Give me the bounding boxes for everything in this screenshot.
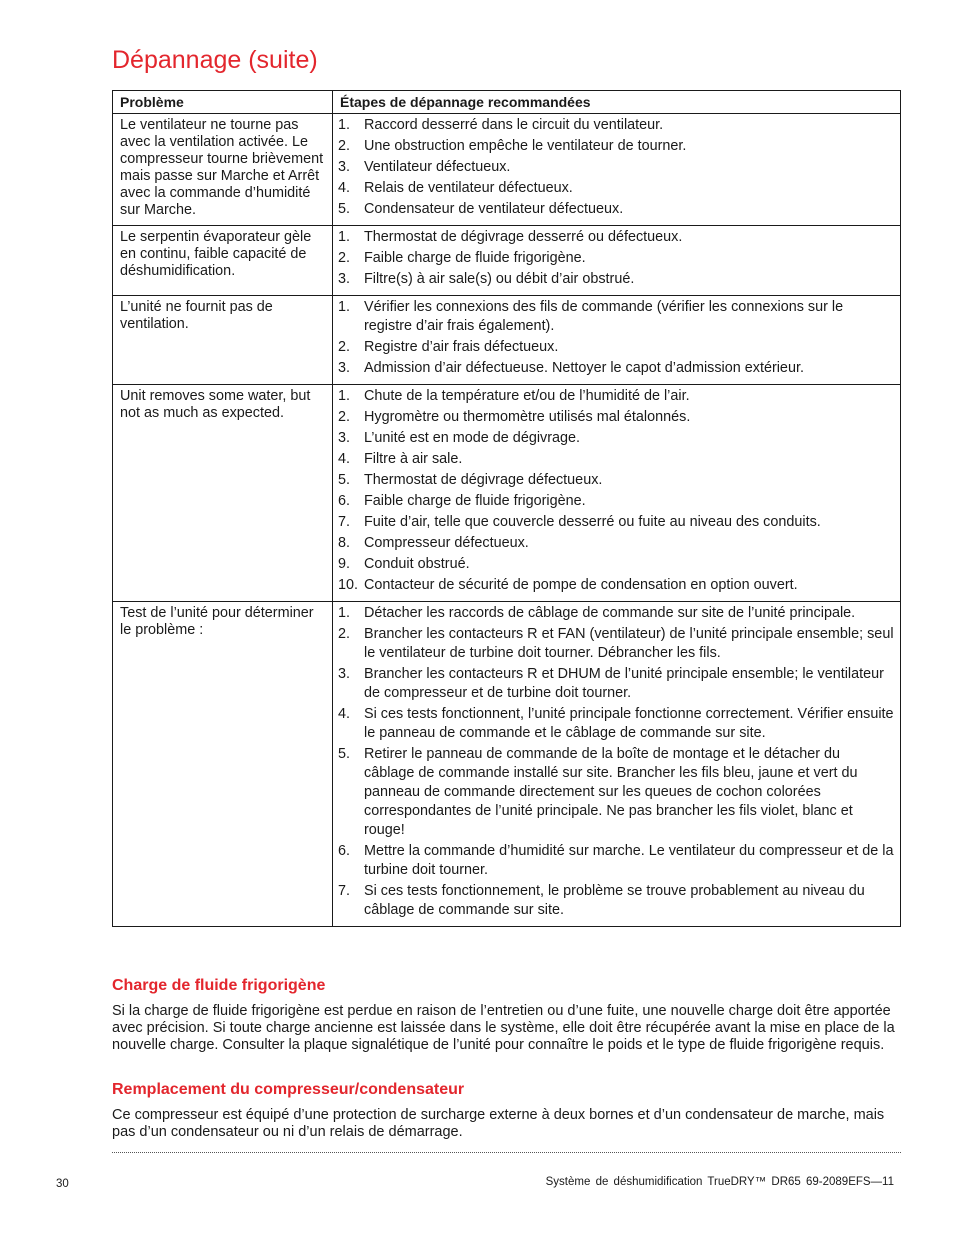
step-text: Thermostat de dégivrage défectueux.: [364, 472, 603, 488]
section-heading-compressor: Remplacement du compresseur/condensateur: [112, 1081, 465, 1098]
paragraph-compressor: Ce compresseur est équipé d’une protection de surcharge externe à deux bornes et d’un condensateur de marche, mais pas d’un condensateur ou ni d’un relais de démarrage.: [112, 1107, 885, 1140]
step-text: Retirer le panneau de commande de la boîte de montage et le détacher du câblage de commande installé sur site. Brancher les fils bleu, jaune et vert du panneau de commande directement sur les queues de cochon colorées correspondantes de l’unité principale. Ne pas brancher les fils violet, blanc et rouge!: [364, 746, 858, 838]
step-item: [338, 450, 894, 469]
table-row: [113, 226, 901, 296]
step-text: Vérifier les connexions des fils de commande (vérifier les connexions sur le registre d’air frais également).: [364, 299, 844, 334]
step-number: 2.: [338, 339, 351, 355]
step-item: [338, 338, 894, 357]
step-number: 5.: [338, 746, 351, 762]
step-item: [338, 555, 894, 574]
step-number: 3.: [338, 159, 351, 175]
step-item: [338, 408, 894, 427]
step-item: [338, 429, 894, 448]
steps-cell: [333, 114, 901, 226]
step-item: [338, 705, 894, 743]
steps-list: [338, 116, 894, 219]
troubleshooting-table: [112, 90, 901, 927]
step-number: 2.: [338, 626, 351, 642]
steps-list: [338, 228, 894, 289]
step-text: Conduit obstrué.: [364, 556, 470, 572]
step-item: [338, 882, 894, 920]
step-number: 9.: [338, 556, 351, 572]
step-number: 3.: [338, 666, 351, 682]
step-text: Si ces tests fonctionnement, le problème se trouve probablement au niveau du câblage de commande sur site.: [364, 883, 865, 918]
steps-cell: [333, 296, 901, 385]
step-text: Détacher les raccords de câblage de commande sur site de l’unité principale.: [364, 605, 856, 621]
step-number: 8.: [338, 535, 351, 551]
step-number: 3.: [338, 430, 351, 446]
step-item: [338, 625, 894, 663]
step-item: [338, 270, 894, 289]
step-number: 2.: [338, 409, 351, 425]
step-text: Compresseur défectueux.: [364, 535, 529, 551]
step-item: [338, 228, 894, 247]
step-text: Une obstruction empêche le ventilateur de tourner.: [364, 138, 687, 154]
problem-cell: L’unité ne fournit pas de ventilation.: [113, 296, 333, 385]
step-number: 6.: [338, 493, 351, 509]
step-text: Si ces tests fonctionnent, l’unité principale fonctionne correctement. Vérifier ensuite le panneau de commande et le câblage de commande sur site.: [364, 706, 894, 741]
step-item: [338, 137, 894, 156]
steps-cell: [333, 602, 901, 927]
step-number: 1.: [338, 117, 351, 133]
step-item: [338, 471, 894, 490]
step-text: Brancher les contacteurs R et DHUM de l’unité principale ensemble; le ventilateur de compresseur et de turbine doit tourner.: [364, 666, 884, 701]
step-text: Raccord desserré dans le circuit du ventilateur.: [364, 117, 664, 133]
step-item: [338, 576, 894, 595]
step-number: 7.: [338, 514, 351, 530]
problem-cell: Test de l’unité pour déterminer le problème :: [113, 602, 333, 927]
step-text: Filtre à air sale.: [364, 451, 463, 467]
steps-cell: [333, 226, 901, 296]
step-text: Relais de ventilateur défectueux.: [364, 180, 573, 196]
step-text: Chute de la température et/ou de l’humidité de l’air.: [364, 388, 690, 404]
step-number: 3.: [338, 271, 351, 287]
step-number: 4.: [338, 451, 351, 467]
step-text: Ventilateur défectueux.: [364, 159, 511, 175]
step-item: [338, 359, 894, 378]
step-item: [338, 842, 894, 880]
step-number: 4.: [338, 180, 351, 196]
step-number: 10.: [338, 577, 359, 593]
step-number: 1.: [338, 605, 351, 621]
table-header-row: [113, 91, 901, 114]
footer-doc-ref: Système de déshumidification TrueDRY™ DR65 69-2089EFS—11: [545, 1176, 894, 1188]
step-item: [338, 387, 894, 406]
column-header-steps: Étapes de dépannage recommandées: [333, 91, 901, 114]
problem-cell: Le ventilateur ne tourne pas avec la ventilation activée. Le compresseur tourne brièvement mais passe sur Marche et Arrêt avec la commande d’humidité sur Marche.: [113, 114, 333, 226]
step-number: 1.: [338, 229, 351, 245]
step-item: [338, 116, 894, 135]
step-text: L’unité est en mode de dégivrage.: [364, 430, 581, 446]
table-row: [113, 385, 901, 602]
steps-list: [338, 387, 894, 595]
step-text: Faible charge de fluide frigorigène.: [364, 250, 586, 266]
step-item: [338, 179, 894, 198]
table-row: [113, 114, 901, 226]
step-item: [338, 665, 894, 703]
step-text: Hygromètre ou thermomètre utilisés mal étalonnés.: [364, 409, 691, 425]
step-text: Thermostat de dégivrage desserré ou défectueux.: [364, 229, 683, 245]
table-row: [113, 602, 901, 927]
step-text: Condensateur de ventilateur défectueux.: [364, 201, 624, 217]
problem-cell: Unit removes some water, but not as much as expected.: [113, 385, 333, 602]
page-number: 30: [56, 1178, 69, 1190]
step-text: Fuite d’air, telle que couvercle desserré ou fuite au niveau des conduits.: [364, 514, 821, 530]
paragraph-refrigerant: Si la charge de fluide frigorigène est perdue en raison de l’entretien ou d’une fuite, une nouvelle charge doit être apportée avec précision. Si toute charge ancienne est laissée dans le système, elle doit être récupérée avant la mise en place de la nouvelle charge. Consulter la plaque signalétique de l’unité pour connaître le poids et le type de fluide frigorigène requis.: [112, 1003, 895, 1053]
step-item: [338, 534, 894, 553]
step-text: Filtre(s) à air sale(s) ou débit d’air obstrué.: [364, 271, 635, 287]
step-item: [338, 298, 894, 336]
step-text: Brancher les contacteurs R et FAN (ventilateur) de l’unité principale ensemble; seul le ventilateur de turbine doit tourner. Débrancher les fils.: [364, 626, 894, 661]
step-text: Contacteur de sécurité de pompe de condensation en option ouvert.: [364, 577, 798, 593]
problem-cell: Le serpentin évaporateur gèle en continu, faible capacité de déshumidification.: [113, 226, 333, 296]
step-number: 2.: [338, 138, 351, 154]
column-header-problem: Problème: [113, 91, 333, 114]
step-text: Faible charge de fluide frigorigène.: [364, 493, 586, 509]
step-text: Admission d’air défectueuse. Nettoyer le capot d’admission extérieur.: [364, 360, 804, 376]
section-heading-refrigerant: Charge de fluide frigorigène: [112, 977, 326, 994]
step-item: [338, 604, 894, 623]
table-row: [113, 296, 901, 385]
step-number: 5.: [338, 472, 351, 488]
steps-cell: [333, 385, 901, 602]
step-number: 4.: [338, 706, 351, 722]
step-item: [338, 513, 894, 532]
step-item: [338, 158, 894, 177]
step-text: Registre d’air frais défectueux.: [364, 339, 559, 355]
step-item: [338, 200, 894, 219]
step-number: 7.: [338, 883, 351, 899]
step-number: 5.: [338, 201, 351, 217]
step-item: [338, 492, 894, 511]
step-number: 3.: [338, 360, 351, 376]
step-number: 6.: [338, 843, 351, 859]
step-item: [338, 745, 894, 840]
steps-list: [338, 298, 894, 378]
steps-list: [338, 604, 894, 920]
step-item: [338, 249, 894, 268]
step-number: 2.: [338, 250, 351, 266]
page-title: Dépannage (suite): [112, 46, 318, 74]
footer-divider: [112, 1152, 901, 1153]
step-number: 1.: [338, 388, 351, 404]
step-text: Mettre la commande d’humidité sur marche. Le ventilateur du compresseur et de la turbine doit tourner.: [364, 843, 894, 878]
step-number: 1.: [338, 299, 351, 315]
